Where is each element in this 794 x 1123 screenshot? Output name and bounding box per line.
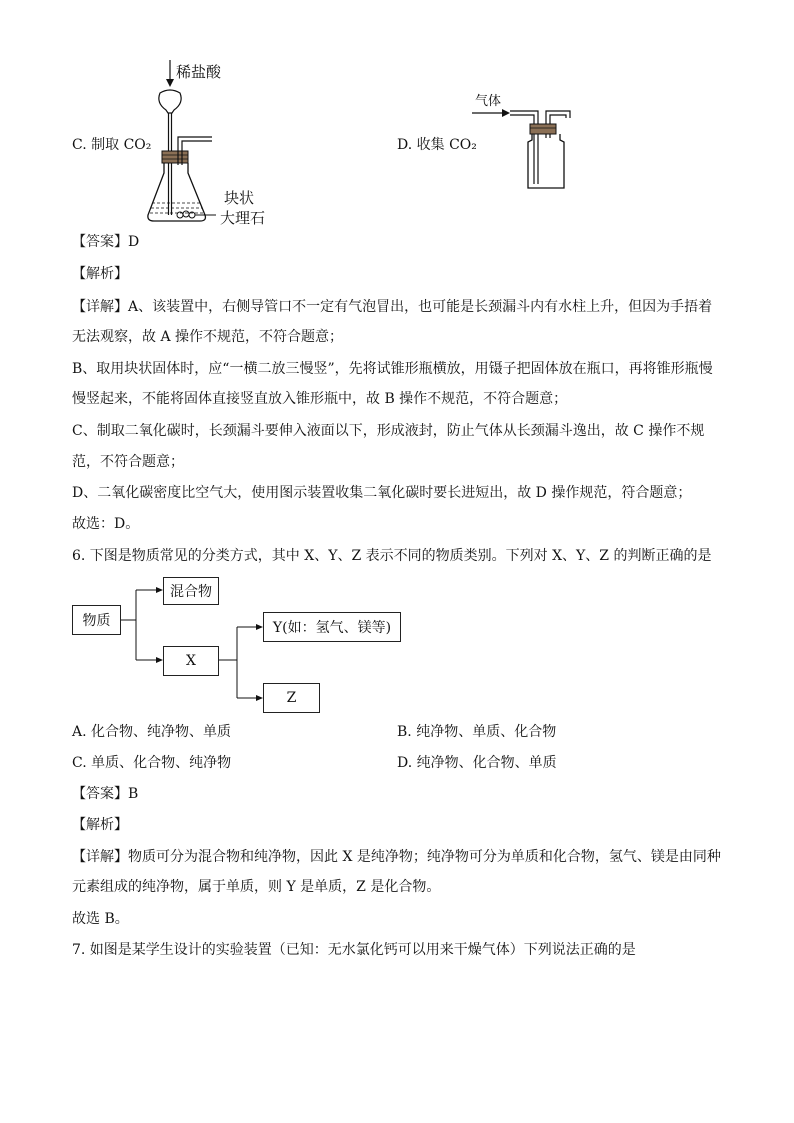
q5-line-2: 无法观察，故 A 操作不规范，不符合题意；	[72, 329, 344, 345]
q5-answer	[72, 232, 139, 252]
q6-option-c: C. 单质、化合物、纯净物	[72, 755, 232, 771]
acid-label: 稀盐酸	[176, 63, 222, 81]
node-mixture: 混合物	[163, 577, 219, 605]
q6-option-a: A. 化合物、纯净物、单质	[72, 724, 232, 740]
option-d-label: D. 收集 CO₂	[397, 137, 477, 153]
q6-line-2: 元素组成的纯净物，属于单质，则 Y 是单质，Z 是化合物。	[72, 879, 441, 895]
q5-detail-line-1	[72, 297, 712, 317]
q6-option-d: D. 纯净物、化合物、单质	[397, 755, 557, 771]
option-c-label: C. 制取 CO₂	[72, 137, 152, 153]
detail-tag: 【详解】	[72, 299, 128, 315]
node-x: X	[163, 646, 219, 676]
classification-diagram-lines	[72, 575, 412, 720]
q5-line-8: 故选：D。	[72, 516, 140, 532]
detail-tag: 【详解】	[72, 849, 128, 865]
q6-line-3: 故选 B。	[72, 911, 129, 927]
q5-line-5: C、制取二氧化碳时，长颈漏斗要伸入液面以下，形成液封，防止气体从长颈漏斗逸出，故 C 操作不规	[72, 423, 705, 439]
answer-value: D	[128, 234, 140, 250]
node-substance: 物质	[72, 605, 121, 635]
answer-tag: 【答案】	[72, 234, 128, 250]
detail-text: A、该装置中，右侧导管口不一定有气泡冒出，也可能是长颈漏斗内有水柱上升，但因为手捂着	[128, 299, 713, 315]
q7-stem: 7. 如图是某学生设计的实验装置（已知：无水氯化钙可以用来干燥气体）下列说法正确的是	[72, 942, 636, 958]
q6-option-b: B. 纯净物、单质、化合物	[397, 724, 557, 740]
gas-label: 气体	[475, 94, 502, 109]
q6-stem: 6. 下图是物质常见的分类方式，其中 X、Y、Z 表示不同的物质类别。下列对 X、Y、Z 的判断正确的是	[72, 548, 712, 564]
q6-answer	[72, 784, 138, 804]
answer-tag: 【答案】	[72, 786, 128, 802]
q5-line-6: 范，不符合题意；	[72, 454, 184, 470]
q6-detail-line-1	[72, 847, 721, 867]
answer-value: B	[128, 786, 139, 802]
detail-text: 物质可分为混合物和纯净物，因此 X 是纯净物；纯净物可分为单质和化合物，氢气、镁是由同种	[128, 849, 721, 865]
q5-line-3: B、取用块状固体时，应“一横二放三慢竖”，先将试锥形瓶横放，用镊子把固体放在瓶口，再将锥形瓶慢	[72, 361, 713, 377]
q5-line-4: 慢竖起来，不能将固体直接竖直放入锥形瓶中，故 B 操作不规范，不符合题意；	[72, 391, 568, 407]
q5-analysis-tag: 【解析】	[72, 266, 128, 282]
node-y: Y(如：氢气、镁等)	[263, 612, 401, 642]
marble-label-1: 块状	[224, 189, 255, 207]
q6-analysis-tag: 【解析】	[72, 817, 128, 833]
q5-line-7: D、二氧化碳密度比空气大，使用图示装置收集二氧化碳时要长进短出，故 D 操作规范，符合题意；	[72, 485, 692, 501]
marble-label-2: 大理石	[220, 209, 266, 227]
node-z: Z	[263, 683, 320, 713]
